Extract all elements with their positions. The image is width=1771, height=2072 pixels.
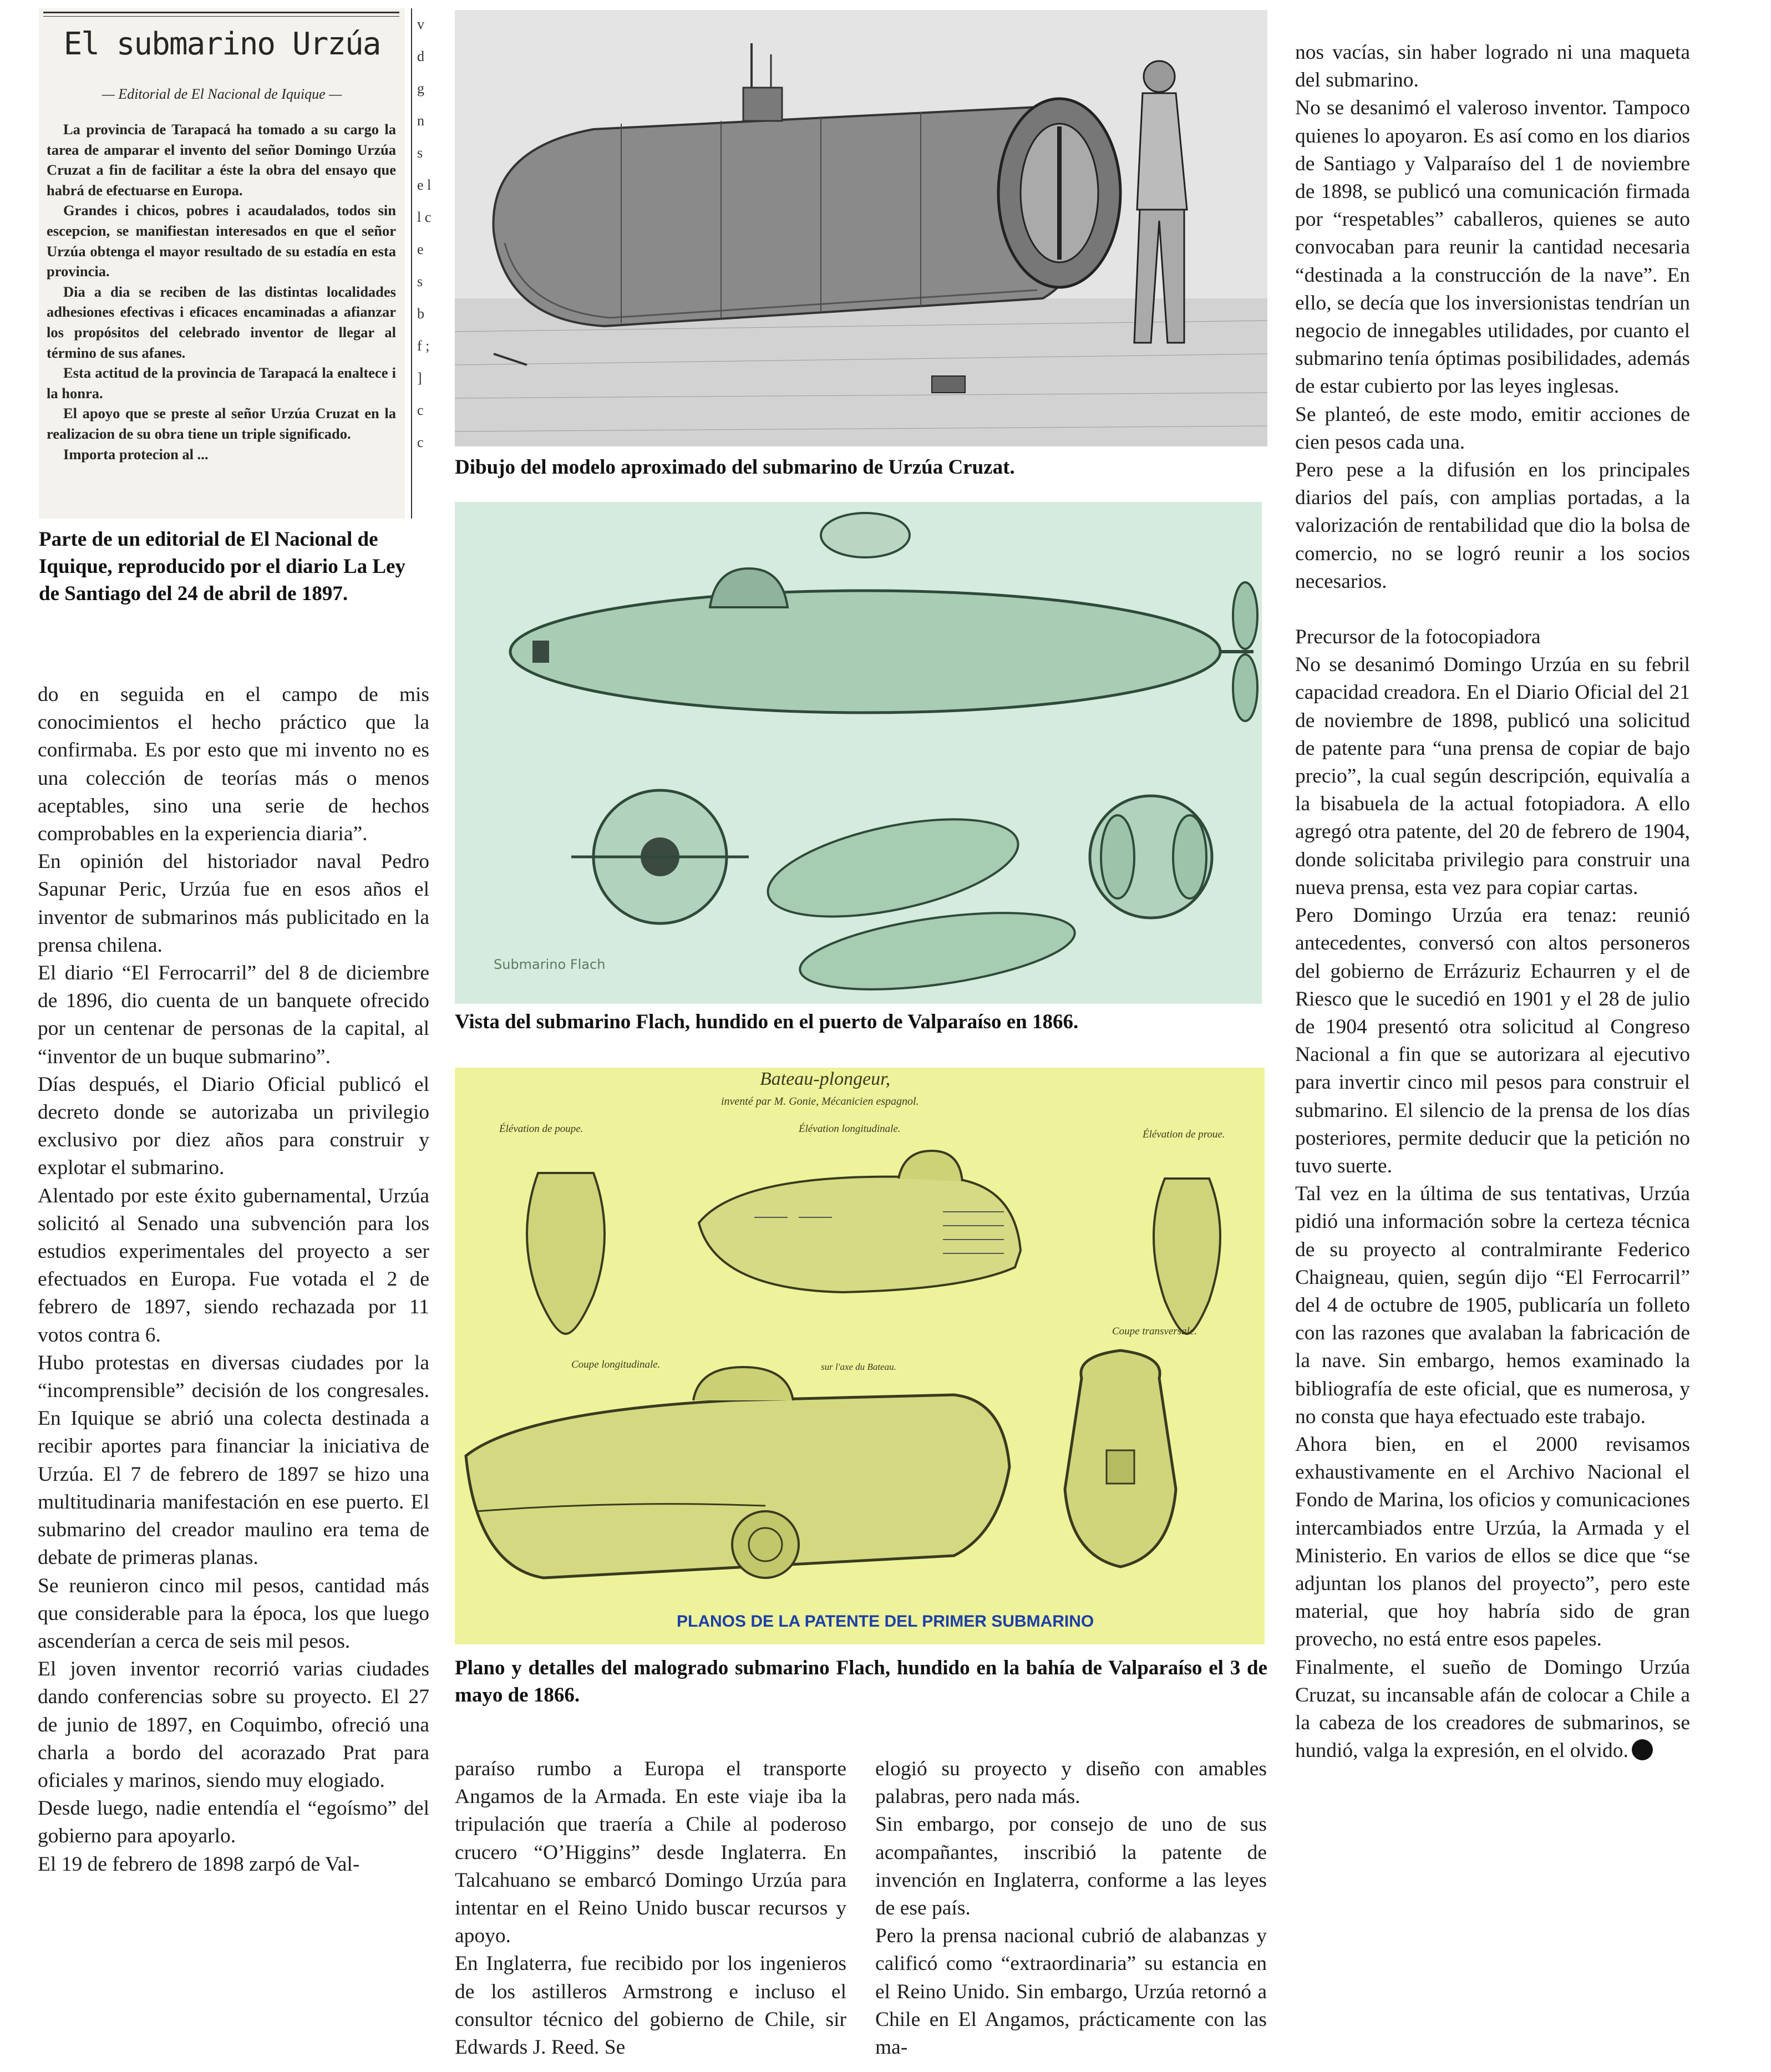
clipping-paragraph: Dia a dia se reciben de las distintas localidades adhesiones efectivas i eficaces encaminadas a afianzar los propósitos del celebrado inventor de llegar al término de sus afanes. xyxy=(47,283,396,361)
paragraph: Se planteó, de este modo, emitir acciones de cien pesos cada una. xyxy=(1295,403,1690,454)
clipping-subtitle: — Editorial de El Nacional de Iquique — xyxy=(102,86,342,102)
paragraph: Ahora bien, en el 2000 revisamos exhaustivamente en el Archivo Nacional el Fondo de Marina, los oficios y comunicaciones intercambiados entre Urzúa, la Armada y el Ministerio. En varios de ellos se dice que “se adjuntan los planos del proyecto”, pero este material, que hoy habría sido de gran provecho, no está entre esos papeles. xyxy=(1295,1433,1690,1651)
paragraph: Hubo protestas en diversas ciudades por la “incomprensible” decisión de los congresales. En Iquique se abrió una colecta destinada a recibir aportes para financiar la iniciativa de Urzúa. El 7 de febrero de 1897 se hizo una multitudinaria manifestación en ese puerto. El submarino del creador maulino era tema de debate de primeras planas. xyxy=(38,1351,429,1570)
clipping-paragraph: El apoyo que se preste al señor Urzúa Cruzat en la realizacion de su obra tiene un triple significado. xyxy=(47,405,396,442)
middle-text-column-b xyxy=(875,1755,1267,2061)
paragraph: Pero Domingo Urzúa era tenaz: reunió antecedentes, conversó con altos personeros del gobierno de Errázuriz Echaurren y el de Riesco que le sucedió en 1901 y el 28 de julio de 1904 presentó otra solicitud al Congreso Nacional a fin que se autorizara al ejecutivo para invertir cinco mil pesos para construir el submarino. El silencio de la prensa de los días posteriores, permite deducir que la petición no tuvo suerte. xyxy=(1295,904,1690,1177)
flach-patent-plans xyxy=(455,1068,1265,1644)
plans-banner: PLANOS DE LA PATENTE DEL PRIMER SUBMARINO xyxy=(677,1612,1094,1631)
plans-label-proue: Élévation de proue. xyxy=(1143,1129,1225,1140)
right-text-column xyxy=(1295,39,1690,1765)
plans-title: Bateau-plongeur, xyxy=(760,1069,891,1089)
clipping-paragraph: Esta actitud de la provincia de Tarapacá la enaltece i la honra. xyxy=(47,364,396,402)
plans-label-axe: sur l'axe du Bateau. xyxy=(821,1362,896,1372)
clipping-paragraph: Importa protecion al ... xyxy=(63,445,209,463)
paragraph: Se reunieron cinco mil pesos, cantidad más que considerable para la época, los que luego ascenderían a cerca de seis mil pesos. xyxy=(38,1574,429,1653)
paragraph: Días después, el Diario Oficial publicó el decreto donde se autorizaba un privilegio exclusivo por diez años para construir y explotar el submarino. xyxy=(38,1073,429,1180)
final-paragraph-text: Finalmente, el sueño de Domingo Urzúa Cruzat, su incansable afán de colocar a Chile a la cabeza de los creadores de submarinos, se hundió, valga la expresión, en el olvido. xyxy=(1295,1655,1690,1763)
clipping-paragraph: La provincia de Tarapacá ha tomado a su cargo la tarea de amparar el invento del señor Domingo Urzúa Cruzat a fin de facilitar a éste la obra del ensayo que habrá de efectuarse en Europa. xyxy=(47,121,396,199)
paragraph: Tal vez en la última de sus tentativas, Urzúa pidió una información sobre la certeza técnica de su proyecto al contralmirante Federico Chaigneau, quien, según dijo “El Ferrocarril” del 4 de octubre de 1905, publicaría un folleto con las razones que avalaban la fabricación de la nave. Sin embargo, hemos examinado la bibliografía de este oficial, que es numerosa, y no consta que haya efectuado este trabajo. xyxy=(1295,1182,1690,1428)
paragraph: El 19 de febrero de 1898 zarpó de Val- xyxy=(38,1852,360,1876)
paragraph: En Inglaterra, fue recibido por los ingenieros de los astilleros Armstrong e incluso el consultor técnico del gobierno de Chile, sir Edwards J. Reed. Se xyxy=(455,1952,846,2059)
end-mark-icon xyxy=(1632,1739,1653,1760)
clipping-divider xyxy=(411,8,412,519)
middle-text-column-a xyxy=(455,1755,846,2061)
flach-submarine-illustration xyxy=(455,502,1262,1004)
clipping-edge-text: v d g n s e l l c e s b f ; ] c c xyxy=(417,16,432,450)
left-text-column xyxy=(38,681,429,1878)
paragraph: No se desanimó el valeroso inventor. Tampoco quienes lo apoyaron. Es así como en los diarios de Santiago y Valparaíso del 1 de noviembre de 1898, se publicó una comunicación firmada por “respetables” caballeros, quienes se auto convocaban para reunir la cantidad necesaria “destinada a la construcción de la nave”. En ello, se decía que los inversionistas tendrían un negocio de innegables utilidades, por cuanto el submarino tenía óptimas posibilidades, además de estar cubierto por las leyes inglesas. xyxy=(1295,97,1690,398)
section-heading: Precursor de la fotocopiadora xyxy=(1295,626,1541,649)
clipping-body xyxy=(47,119,396,464)
paragraph: elogió su proyecto y diseño con amables palabras, pero nada más. xyxy=(875,1758,1267,1809)
paragraph: Pero la prensa nacional cubrió de alabanzas y calificó como “extraordinaria” su estancia en el Reino Unido. Sin embargo, Urzúa retornó a Chile en El Angamos, prácticamente con las ma- xyxy=(875,1924,1267,2059)
paragraph: nos vacías, sin haber logrado ni una maqueta del submarino. xyxy=(1295,41,1690,92)
clipping-title: El submarino Urzúa xyxy=(63,26,380,62)
urzua-submarine-drawing xyxy=(455,10,1267,446)
paragraph: Alentado por este éxito gubernamental, Urzúa solicitó al Senado una subvención para los estudios experimentales del proyecto a ser efectuados en Europa. Fue votada el 2 de febrero de 1897, siendo rechazada por 11 votos contra 6. xyxy=(38,1184,429,1347)
paragraph: El diario “El Ferrocarril” del 8 de diciembre de 1896, dio cuenta de un banquete ofrecido por un centenar de personas de la capital, al “inventor de un buque submarino”. xyxy=(38,962,429,1068)
clipping-paragraph: Grandes i chicos, pobres i acaudalados, todos sin escepcion, se manifiestan interesados en que el señor Urzúa obtenga el mayor resultado de su estadía en esta provincia. xyxy=(47,202,396,280)
paragraph: do en seguida en el campo de mis conocimientos el hecho práctico que la confirmaba. Es por esto que mi invento no es una colección de teorías más o menos aceptables, sino una serie de hechos comprobables en la experiencia diaria”. xyxy=(38,683,429,846)
newspaper-clipping xyxy=(39,8,405,519)
clipping-caption: Parte de un editorial de El Nacional de Iquique, reproducido por el diario La Ley de Santiago del 24 de abril de 1897. xyxy=(39,528,405,605)
flach-stamp-label: Submarino Flach xyxy=(494,957,606,972)
plans-inventor: inventé par M. Gonie, Mécanicien espagnol. xyxy=(721,1095,919,1108)
paragraph: No se desanimó Domingo Urzúa en su febril capacidad creadora. En el Diario Oficial del 21 de noviembre de 1898, publicó una solicitud de patente para “una prensa de copiar de bajo precio”, la cual según descripción, equivalía a la bisabuela de la actual fotopiadora. A ello agregó otra patente, del 20 de febrero de 1904, donde solicitaba privilegio para construir una nueva prensa, esta vez para copiar cartas. xyxy=(1295,653,1690,899)
flach-caption: Vista del submarino Flach, hundido en el puerto de Valparaíso en 1866. xyxy=(455,1010,1079,1033)
paragraph: Pero pese a la difusión en los principales diarios del país, con amplias portadas, a la valorización de rentabilidad que dio la bolsa de comercio, no se logró reunir a los socios necesarios. xyxy=(1295,459,1690,593)
drawing-caption: Dibujo del modelo aproximado del submarino de Urzúa Cruzat. xyxy=(455,456,1015,479)
paragraph: Sin embargo, por consejo de uno de sus acompañantes, inscribió la patente de invención en Inglaterra, conforme a las leyes de ese país. xyxy=(875,1813,1267,1920)
plans-label-long: Élévation longitudinale. xyxy=(799,1123,901,1135)
plans-label-coupe-trans: Coupe transversale. xyxy=(1112,1326,1197,1337)
plans-caption: Plano y detalles del malogrado submarino Flach, hundido en la bahía de Valparaíso el 3 de mayo de 1866. xyxy=(455,1657,1267,1707)
paragraph: El joven inventor recorrió varias ciudades dando conferencias sobre su proyecto. El 27 de junio de 1897, en Coquimbo, ofreció una charla a bordo del acorazado Prat para oficiales y marinos, siendo muy elogiado. xyxy=(38,1658,429,1792)
final-paragraph xyxy=(1295,1654,1690,1765)
paragraph: paraíso rumbo a Europa el transporte Angamos de la Armada. En este viaje iba la tripulación que traería a Chile al poderoso crucero “O’Higgins” desde Inglaterra. En Talcahuano se embarcó Domingo Urzúa para intentar en el Reino Unido buscar recursos y apoyo. xyxy=(455,1758,846,1948)
paragraph: Desde luego, nadie entendía el “egoísmo” del gobierno para apoyarlo. xyxy=(38,1797,429,1848)
plans-label-poupe: Élévation de poupe. xyxy=(499,1123,583,1135)
plans-label-coupe-long: Coupe longitudinale. xyxy=(571,1359,661,1370)
paragraph: En opinión del historiador naval Pedro Sapunar Peric, Urzúa fue en esos años el inventor de submarinos más publicitado en la prensa chilena. xyxy=(38,850,429,957)
